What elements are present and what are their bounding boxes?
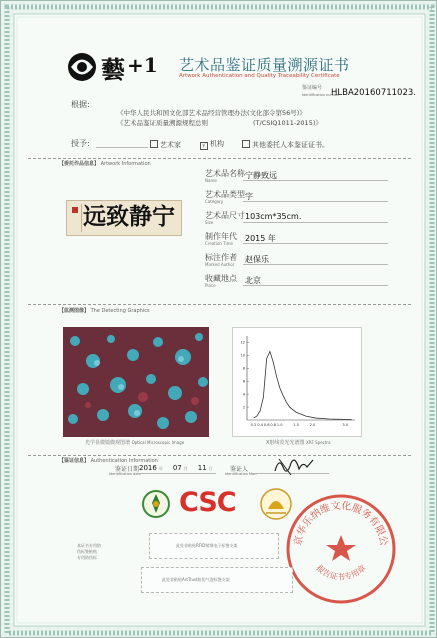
auth-date-month: 07: [172, 464, 182, 472]
basis-line2: 《艺术品鉴证质量溯源规程总则: [117, 119, 208, 127]
checkbox-artist[interactable]: [150, 140, 158, 148]
field-value-5: 北京: [245, 276, 261, 285]
artwork-section-heading: [59, 160, 151, 167]
xrf-caption-en: XRF Spectra: [306, 440, 331, 445]
grant-option-org[interactable]: [200, 140, 224, 150]
grant-option-artist-label: 艺术家: [160, 141, 181, 149]
field-line-5: [243, 285, 388, 286]
artwork-photo: [66, 200, 182, 236]
logo-mark: [65, 50, 99, 84]
field-value-0: 宁静致远: [245, 171, 277, 180]
auth-date-year: 2016: [139, 464, 157, 472]
basis-line1: 《中华人民共和国文化部艺术品经营管理办法(文化部令第56号)》: [117, 109, 306, 117]
csc-logo: CSC: [179, 487, 236, 518]
field-line-0: [243, 180, 388, 181]
official-stamp: [283, 491, 399, 607]
field-label-5: 收藏地点: [205, 274, 237, 283]
xrf-xtick-6: 2.0: [309, 423, 316, 427]
xrf-caption-cn: X射线荧光光谱图: [266, 440, 305, 446]
logo-plus: +1: [127, 53, 158, 77]
divider-artwork: [28, 158, 411, 159]
xrf-xtick-7: 3.0: [342, 423, 349, 427]
stamp-text: 京华乐纳维文化服务有限公: [292, 500, 390, 547]
xrf-xtick-1: 0.4: [257, 423, 263, 427]
grant-option-artist[interactable]: [150, 140, 181, 150]
xrf-ytick-2: 6: [242, 379, 245, 384]
field-sublabel-3: Creation Time: [205, 241, 233, 246]
auth-date-line: [136, 473, 216, 474]
xrf-ytick-5: 12: [240, 340, 245, 345]
grant-label: 授予:: [71, 139, 90, 148]
microscope-caption-en: Optical Microscopic Image: [131, 440, 185, 445]
basis-label: 根据:: [71, 100, 90, 109]
field-value-2: 103cm*35cm.: [245, 212, 302, 221]
grant-option-other-label: 其他委托人本鉴证证书。: [252, 141, 329, 149]
microscope-image: [63, 327, 209, 437]
footer-note-2: 伪标签粘贴: [77, 549, 97, 554]
field-label-4: 标注作者: [205, 253, 237, 262]
xrf-ytick-1: 4: [242, 392, 245, 397]
stamp-bottom-text: 报告证书专用章: [314, 563, 368, 582]
graphics-section-en: The Detecting Graphics: [90, 308, 150, 314]
bubble-label-slot: [141, 567, 293, 593]
xrf-ytick-0: 2: [242, 405, 245, 410]
auth-date-label: 鉴证日期: [115, 466, 140, 473]
field-label-3: 制作年代: [205, 232, 237, 241]
auth-signer-label-en: Identification Man: [225, 472, 257, 476]
artwork-photo-seal-column: [69, 204, 82, 232]
microscope-texture: [63, 327, 209, 437]
divider-authentication: [28, 455, 411, 456]
checkbox-other[interactable]: [242, 140, 250, 148]
graphics-section-cn: 【监测图像】: [59, 308, 90, 314]
auth-signer-label: 鉴证人: [230, 466, 249, 473]
field-sublabel-4: Marked Author: [205, 262, 235, 267]
xrf-chart-frame: [232, 327, 362, 437]
field-sublabel-1: Category: [205, 199, 224, 204]
microscope-caption-cn: 光学显微镜微观图谱: [85, 440, 131, 446]
signature: [269, 451, 317, 479]
xrf-xtick-4: 1.0: [276, 423, 283, 427]
auth-date: 2016 年 07 月 11 日: [139, 464, 213, 472]
field-line-4: [243, 264, 388, 265]
grant-option-other[interactable]: [242, 140, 329, 150]
rfid-label-text: 此处非粘贴RFID射频电子标签支架: [176, 543, 238, 548]
svg-text:报告证书专用章: [315, 563, 368, 582]
field-value-3: 2015 年: [245, 234, 276, 243]
field-sublabel-2: Size: [205, 220, 214, 225]
authentication-section-heading: [59, 457, 158, 464]
xrf-xtick-2: 0.6: [263, 423, 270, 427]
xrf-ytick-3: 8: [242, 366, 245, 371]
field-value-4: 赵保乐: [245, 255, 269, 264]
xrf-caption: [266, 440, 331, 446]
xrf-series-line: [254, 352, 352, 420]
emblem-logo: [141, 489, 171, 519]
basis-line2-code: (T/CSIQ1011-2015)》: [253, 119, 322, 127]
footer-note-3: 专用防伪标: [77, 555, 97, 560]
field-line-3: [243, 243, 388, 244]
xrf-xtick-0: 0.2: [250, 423, 257, 427]
auth-section-cn: 【鉴证信息】: [59, 458, 90, 464]
certificate-title: 艺术品鉴证质量溯源证书: [179, 56, 350, 74]
auth-date-label-en: Identification date: [109, 472, 141, 476]
field-sublabel-0: Name: [205, 178, 217, 183]
field-sublabel-5: Place: [205, 283, 216, 288]
logo-char: 藝: [101, 55, 125, 84]
artwork-seal: [72, 207, 78, 213]
grant-name-line: [96, 147, 148, 148]
cert-number-label: 鉴证编号: [302, 85, 323, 91]
microscope-caption: [85, 440, 184, 446]
field-value-1: 字: [245, 192, 253, 201]
field-label-1: 艺术品类型: [205, 190, 245, 199]
artwork-section-en: Artwork Information: [100, 161, 151, 167]
auth-section-en: Authentication Information: [90, 458, 158, 464]
field-label-2: 艺术品尺寸: [205, 211, 245, 220]
artwork-calligraphy: 宁静致远: [83, 203, 175, 230]
xrf-xtick-5: 1.5: [293, 423, 299, 427]
graphics-section-heading: [59, 307, 150, 314]
divider-graphics: [28, 304, 411, 305]
xrf-chart: [233, 328, 361, 436]
auth-date-day: 11: [197, 464, 207, 472]
xrf-xtick-3: 0.8: [270, 423, 277, 427]
bubble-label-text: 此处非粘贴ArtTrust防伪气泡标签支架: [162, 577, 230, 582]
rfid-label-slot: [149, 533, 279, 559]
xrf-ytick-4: 10: [240, 353, 245, 358]
artwork-section-cn: 【委托作品信息】: [59, 161, 100, 167]
cert-number-label-en: Identification number: [302, 93, 340, 97]
checkbox-org[interactable]: √: [200, 142, 208, 150]
grant-option-org-label: 机构: [210, 140, 224, 148]
certificate-subtitle: Artwork Authentication and Quality Traceability Certificate: [179, 73, 340, 79]
field-label-0: 艺术品名称: [205, 169, 245, 178]
footer-note-1: 本证书专用防: [77, 543, 101, 548]
field-line-2: [243, 222, 388, 223]
cert-number: HLBA20160711023.: [331, 88, 416, 98]
field-line-1: [243, 201, 388, 202]
